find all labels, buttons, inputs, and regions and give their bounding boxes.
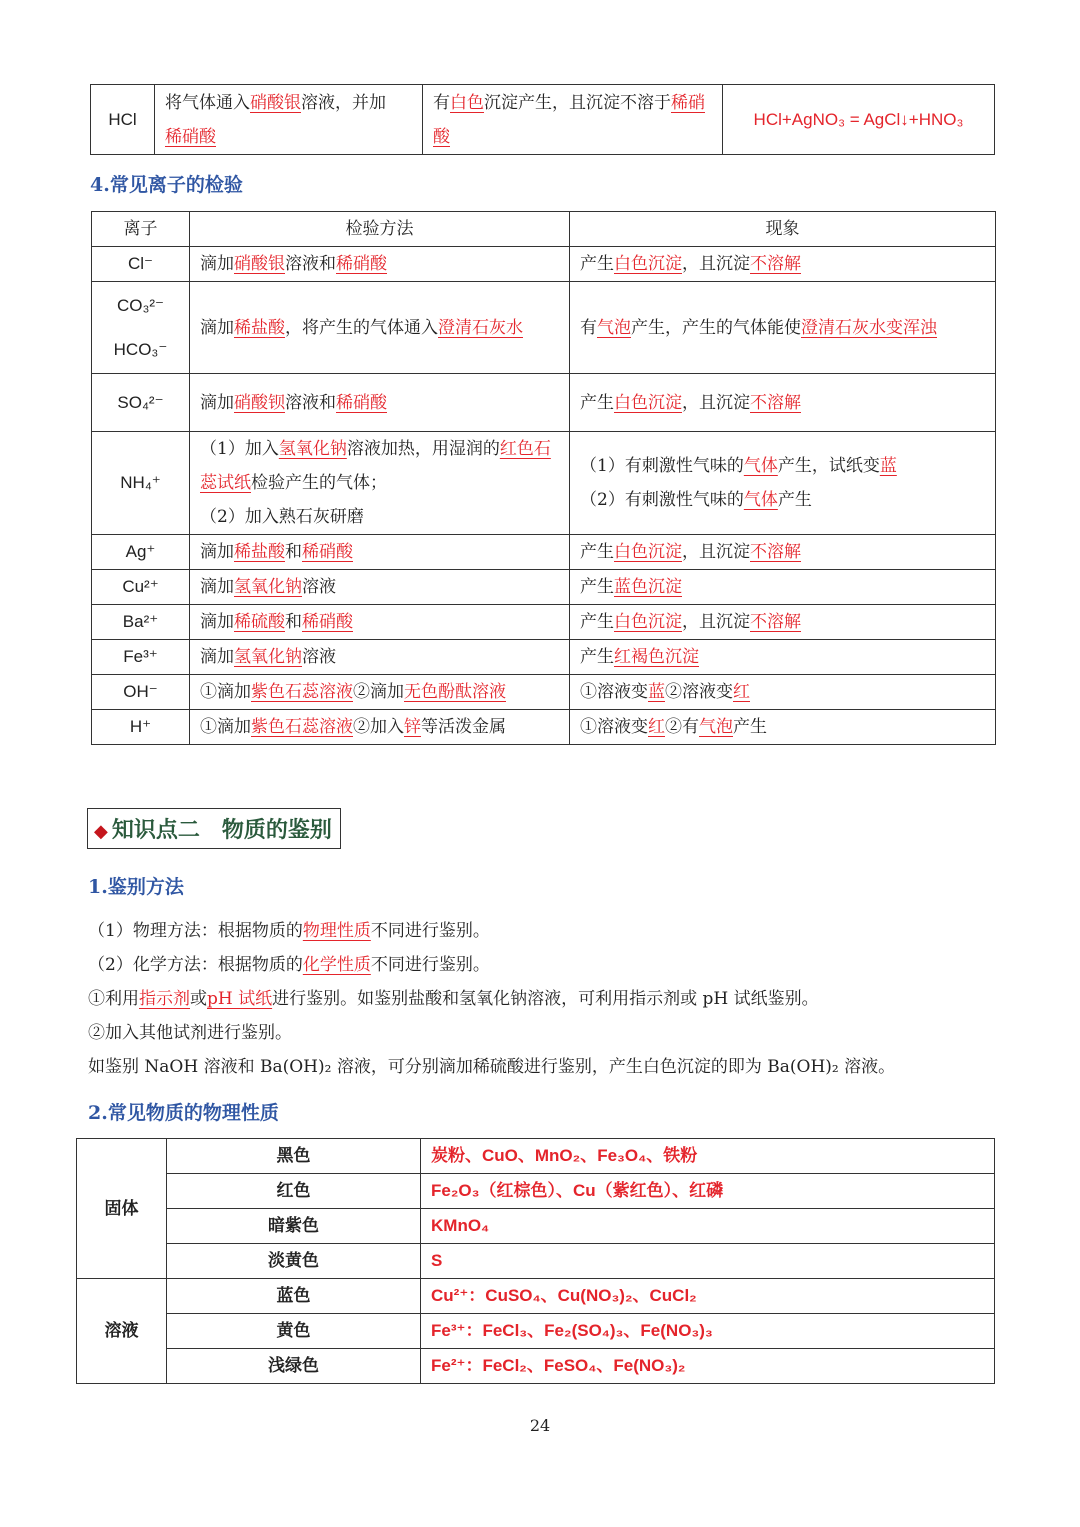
color-cell: 淡黄色 (167, 1244, 421, 1279)
paragraph-chemical: （2）化学方法：根据物质的化学性质不同进行鉴别。 (88, 955, 490, 975)
phenomenon-cell: 产生蓝色沉淀 (570, 570, 996, 605)
color-cell: 暗紫色 (167, 1209, 421, 1244)
hcl-method: 将气体通入硝酸银溶液，并加 稀硝酸 (155, 85, 423, 155)
page-number: 24 (529, 1416, 551, 1435)
knowledge-point-box (87, 808, 341, 849)
ion-table (91, 211, 996, 745)
color-cell: 红色 (167, 1174, 421, 1209)
table-row (92, 282, 996, 374)
table-row (92, 374, 996, 432)
table-row (92, 605, 996, 640)
method-cell: 滴加硝酸钡溶液和稀硝酸 (190, 374, 570, 432)
section4-title: 4.常见离子的检验 (90, 174, 243, 196)
table-row (77, 1244, 995, 1279)
hcl-table (90, 84, 995, 155)
ion-cell: NH₄⁺ (92, 432, 190, 535)
table-row (92, 710, 996, 745)
knowledge-point-title: 知识点二 物质的鉴别 (111, 817, 332, 843)
method-cell: 滴加稀盐酸，将产生的气体通入澄清石灰水 (190, 282, 570, 374)
properties-table (76, 1138, 995, 1384)
phenomenon-cell: （1）有刺激性气味的气体产生，试纸变蓝 （2）有刺激性气味的气体产生 (570, 432, 996, 535)
paragraph-physical: （1）物理方法：根据物质的物理性质不同进行鉴别。 (88, 921, 490, 941)
substance-cell: KMnO₄ (421, 1209, 995, 1244)
ion-cell: Ag⁺ (92, 535, 190, 570)
table-row (77, 1349, 995, 1384)
hcl-phenomenon: 有白色沉淀产生，且沉淀不溶于稀硝酸 (423, 85, 723, 155)
phenomenon-cell: 产生红褐色沉淀 (570, 640, 996, 675)
method-cell: 滴加氢氧化钠溶液 (190, 570, 570, 605)
phenomenon-cell: 有气泡产生，产生的气体能使澄清石灰水变浑浊 (570, 282, 996, 374)
header-cell: 离子 (92, 212, 190, 247)
hcl-ion: HCl (91, 85, 155, 155)
ion-table-header (92, 212, 996, 247)
ion-cell: Fe³⁺ (92, 640, 190, 675)
substance-cell: Cu²⁺：CuSO₄、Cu(NO₃)₂、CuCl₂ (421, 1279, 995, 1314)
table-row (92, 640, 996, 675)
ion-cell: Ba²⁺ (92, 605, 190, 640)
method-paragraphs (88, 914, 998, 1084)
phenomenon-cell: 产生白色沉淀，且沉淀不溶解 (570, 535, 996, 570)
ion-cell: Cl⁻ (92, 247, 190, 282)
color-cell: 黑色 (167, 1139, 421, 1174)
color-cell: 黄色 (167, 1314, 421, 1349)
section2-title: 2.常见物质的物理性质 (88, 1102, 279, 1124)
paragraph-reagent: ②加入其他试剂进行鉴别。 (88, 1023, 292, 1043)
hcl-equation: HCl+AgNO₃ = AgCl↓+HNO₃ (723, 85, 995, 155)
method-cell: 滴加氢氧化钠溶液 (190, 640, 570, 675)
table-row (77, 1209, 995, 1244)
substance-cell: Fe³⁺：FeCl₃、Fe₂(SO₄)₃、Fe(NO₃)₃ (421, 1314, 995, 1349)
header-cell: 检验方法 (190, 212, 570, 247)
method-cell: 滴加稀硫酸和稀硝酸 (190, 605, 570, 640)
ion-cell: SO₄²⁻ (92, 374, 190, 432)
method-cell: ①滴加紫色石蕊溶液②滴加无色酚酞溶液 (190, 675, 570, 710)
phenomenon-cell: 产生白色沉淀，且沉淀不溶解 (570, 605, 996, 640)
table-row (77, 1279, 995, 1314)
table-row (92, 535, 996, 570)
phenomenon-cell: 产生白色沉淀，且沉淀不溶解 (570, 374, 996, 432)
substance-cell: Fe₂O₃（红棕色）、Cu（紫红色）、红磷 (421, 1174, 995, 1209)
table-row (92, 675, 996, 710)
ion-cell: Cu²⁺ (92, 570, 190, 605)
group-cell: 溶液 (77, 1279, 167, 1384)
phenomenon-cell: 产生白色沉淀，且沉淀不溶解 (570, 247, 996, 282)
color-cell: 浅绿色 (167, 1349, 421, 1384)
substance-cell: Fe²⁺：FeCl₂、FeSO₄、Fe(NO₃)₂ (421, 1349, 995, 1384)
ion-cell: CO₃²⁻ HCO₃⁻ (92, 282, 190, 374)
diamond-icon: ◆ (94, 821, 108, 842)
table-row (92, 247, 996, 282)
group-cell: 固体 (77, 1139, 167, 1279)
table-row (92, 570, 996, 605)
paragraph-indicator: ①利用指示剂或pH 试纸进行鉴别。如鉴别盐酸和氢氧化钠溶液，可利用指示剂或 pH 试纸鉴别。 (88, 989, 819, 1009)
method-cell: 滴加硝酸银溶液和稀硝酸 (190, 247, 570, 282)
table-row (77, 1314, 995, 1349)
method-cell: （1）加入氢氧化钠溶液加热，用湿润的红色石蕊试纸检验产生的气体； （2）加入熟石灰研磨 (190, 432, 570, 535)
method-cell: 滴加稀盐酸和稀硝酸 (190, 535, 570, 570)
ion-cell: H⁺ (92, 710, 190, 745)
substance-cell: 炭粉、CuO、MnO₂、Fe₃O₄、铁粉 (421, 1139, 995, 1174)
color-cell: 蓝色 (167, 1279, 421, 1314)
section1-title: 1.鉴别方法 (88, 876, 184, 898)
substance-cell: S (421, 1244, 995, 1279)
table-row (77, 1174, 995, 1209)
table-row (77, 1139, 995, 1174)
header-cell: 现象 (570, 212, 996, 247)
phenomenon-cell: ①溶液变红②有气泡产生 (570, 710, 996, 745)
phenomenon-cell: ①溶液变蓝②溶液变红 (570, 675, 996, 710)
method-cell: ①滴加紫色石蕊溶液②加入锌等活泼金属 (190, 710, 570, 745)
table-row (92, 432, 996, 535)
ion-cell: OH⁻ (92, 675, 190, 710)
paragraph-example: 如鉴别 NaOH 溶液和 Ba(OH)₂ 溶液，可分别滴加稀硫酸进行鉴别，产生白色沉淀的即为 Ba(OH)₂ 溶液。 (88, 1057, 896, 1077)
